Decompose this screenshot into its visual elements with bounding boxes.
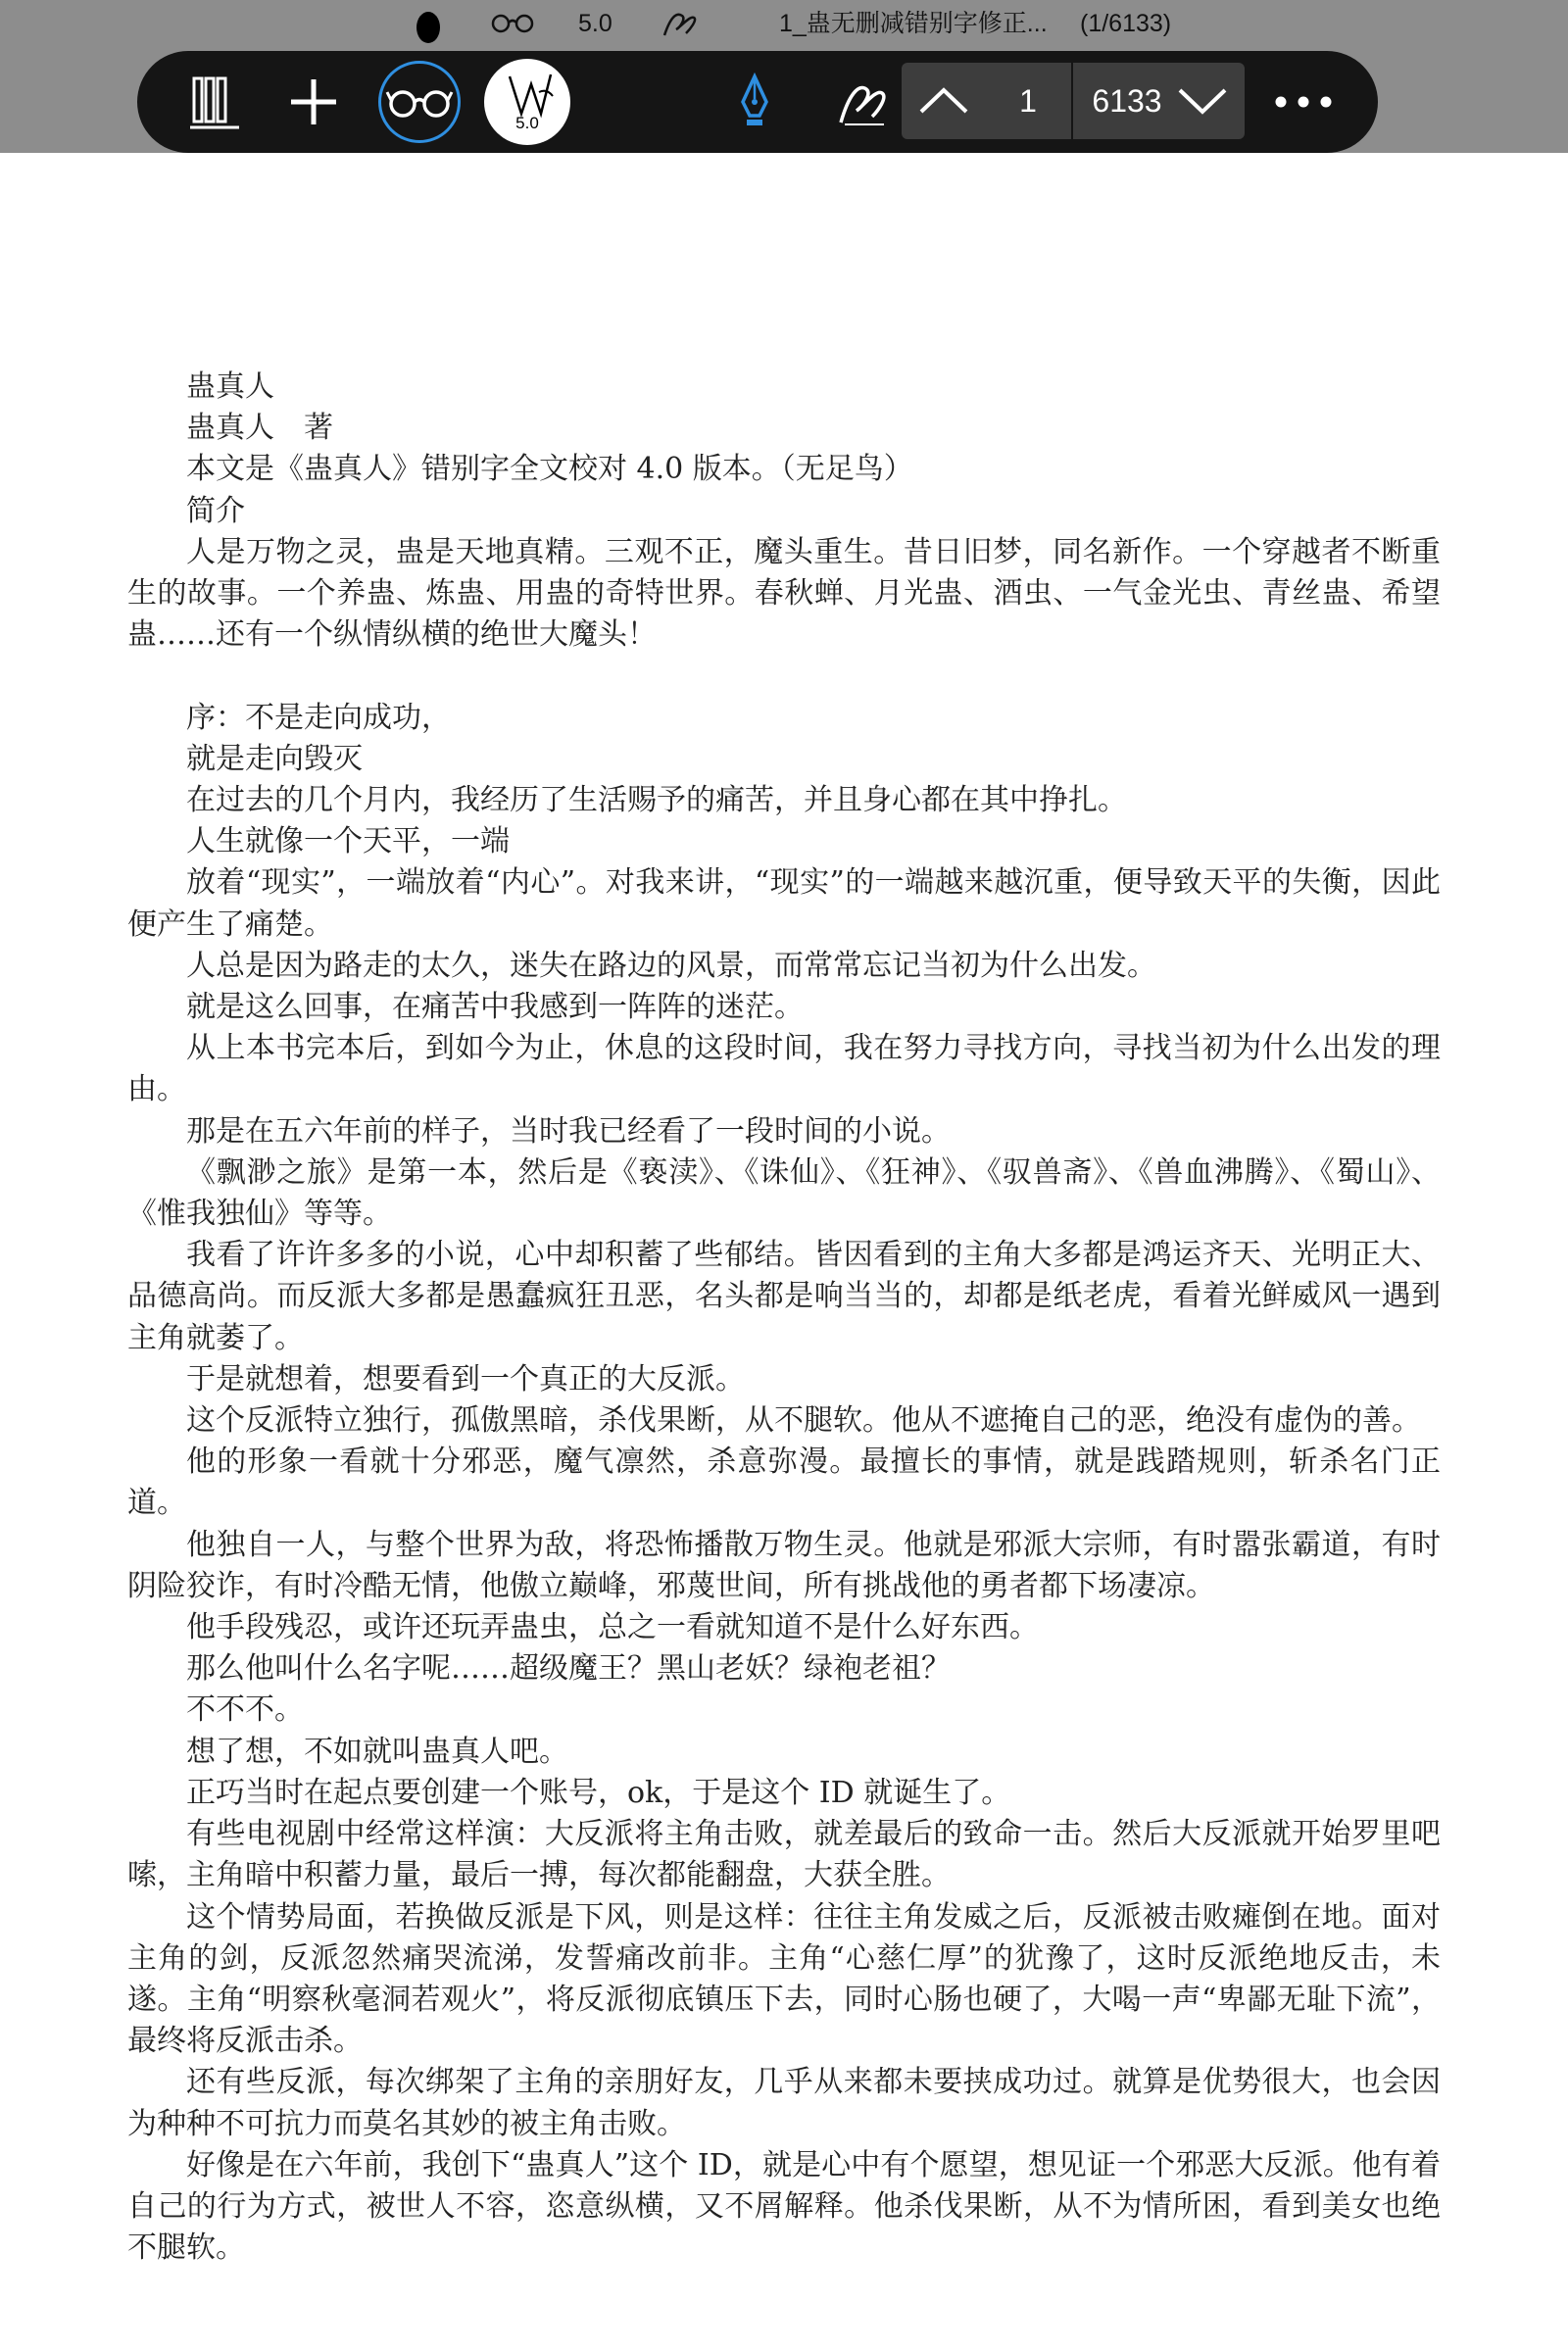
signature-button[interactable]: [823, 51, 902, 153]
reading-mode-button[interactable]: [375, 51, 464, 153]
glasses-icon: [490, 8, 535, 39]
document-paragraph: 这个情势局面，若换做反派是下风，则是这样：往往主角发威之后，反派被击败瘫倒在地。面对主角的剑，反派忽然痛哭流涕，发誓痛改前非。主角“心慈仁厚”的犹豫了，这时反派绝地反击，未遂。主角“明察秋毫洞若观火”，将反派彻底镇压下去，同时心肠也硬了，大喝一声“卑鄙无耻下流”，最终将反派击杀。: [127, 1899, 1441, 2059]
record-dot-icon: [416, 12, 440, 43]
page-position: (1/6133): [1080, 10, 1172, 37]
pen-app-version: 5.0: [515, 114, 539, 132]
more-button[interactable]: [1264, 51, 1343, 153]
document-paragraph: 他手段残忍，或许还玩弄蛊虫，总之一看就知道不是什么好东西。: [186, 1610, 1039, 1645]
document-paragraph: 好像是在六年前，我创下“蛊真人”这个 ID，就是心中有个愿望，想见证一个邪恶大反派。他有着自己的行为方式，被世人不容，恣意纵横，又不屑解释。他杀伐果断，从不为情所困，看到美女也绝不腿软。: [127, 2147, 1441, 2266]
library-button[interactable]: [176, 51, 255, 153]
signature-icon: [835, 75, 890, 128]
document-paragraph: 还有些反派，每次绑架了主角的亲朋好友，几乎从来都未要挟成功过。就算是优势很大，也会因为种种不可抗力而莫名其妙的被主角击败。: [127, 2065, 1441, 2141]
library-icon: [188, 73, 243, 131]
chevron-down-icon: [1176, 86, 1229, 116]
document-paragraph: [127, 656, 1441, 697]
document-paragraph: 从上本书完本后，到如今为止，休息的这段时间，我在努力寻找方向，寻找当初为什么出发的理由。: [127, 1031, 1441, 1107]
toolbar: [137, 51, 1378, 153]
document-paragraph: 那么他叫什么名字呢……超级魔王？黑山老妖？绿袍老祖？: [186, 1651, 951, 1687]
document-paragraph: 放着“现实”，一端放着“内心”。对我来讲，“现实”的一端越来越沉重，便导致天平的失衡，因此便产生了痛楚。: [127, 865, 1441, 942]
page-up-button[interactable]: [902, 63, 986, 139]
document-paragraph: 就是走向毁灭: [186, 741, 363, 776]
document-paragraph: 想了想，不如就叫蛊真人吧。: [186, 1734, 568, 1769]
document-paragraph: 蛊真人 著: [186, 411, 333, 446]
fountain-pen-icon: [738, 73, 771, 131]
pen-app-button[interactable]: [482, 51, 572, 153]
document-paragraph: 我看了许许多多的小说，心中却积蓄了些郁结。皆因看到的主角大多都是鸿运齐天、光明正大、品德高尚。而反派大多都是愚蠢疯狂丑恶，名头都是响当当的，却都是纸老虎，看着光鲜威风一遇到主角就萎了。: [127, 1238, 1441, 1355]
document-paragraph: 不不不。: [186, 1692, 304, 1728]
document-paragraph: 他的形象一看就十分邪恶，魔气凛然，杀意弥漫。最擅长的事情，就是践踏规则，斩杀名门正道。: [127, 1445, 1441, 1521]
page-down-button[interactable]: [1168, 63, 1237, 139]
version-label: 5.0: [578, 10, 612, 37]
document-paragraph: 正巧当时在起点要创建一个账号，ok，于是这个 ID 就诞生了。: [186, 1775, 1011, 1810]
document-paragraph: 人生就像一个天平，一端: [186, 824, 510, 859]
status-bar: [0, 0, 1568, 47]
document-page: [127, 367, 1441, 2269]
page-navigator: [902, 63, 1245, 139]
document-title: 1_蛊无删减错别字修正...: [779, 10, 1048, 37]
document-paragraph: 人总是因为路走的太久，迷失在路边的风景，而常常忘记当初为什么出发。: [186, 948, 1156, 983]
signature-icon: [661, 8, 700, 39]
more-icon: [1274, 95, 1333, 109]
document-paragraph: 这个反派特立独行，孤傲黑暗，杀伐果断，从不腿软。他从不遮掩自己的恶，绝没有虚伪的善。: [186, 1403, 1421, 1439]
fountain-pen-button[interactable]: [725, 51, 784, 153]
document-paragraph: 蛊真人: [186, 369, 274, 404]
document-paragraph: 简介: [186, 493, 245, 528]
document-paragraph: 本文是《蛊真人》错别字全文校对 4.0 版本。（无足鸟）: [186, 452, 913, 487]
document-paragraph: 《飘渺之旅》是第一本，然后是《亵渎》、《诛仙》、《狂神》、《驭兽斋》、《兽血沸腾》、《蜀山》、《惟我独仙》等等。: [127, 1154, 1441, 1232]
document-paragraph: 人是万物之灵，蛊是天地真精。三观不正，魔头重生。昔日旧梦，同名新作。一个穿越者不断重生的故事。一个养蛊、炼蛊、用蛊的奇特世界。春秋蝉、月光蛊、酒虫、一气金光虫、青丝蛊、希望蛊……还有一个纵情纵横的绝世大魔头！: [127, 534, 1441, 653]
document-paragraph: 那是在五六年前的样子，当时我已经看了一段时间的小说。: [186, 1113, 951, 1149]
document-paragraph: 序：不是走向成功，: [186, 700, 451, 735]
add-button[interactable]: [274, 51, 353, 153]
document-paragraph: 他独自一人，与整个世界为敌，将恐怖播散万物生灵。他就是邪派大宗师，有时嚣张霸道，有时阴险狡诈，有时冷酷无情，他傲立巅峰，邪蔑世间，所有挑战他的勇者都下场凄凉。: [127, 1527, 1441, 1603]
reading-mode-icon: [385, 84, 454, 120]
total-pages: 6133: [1092, 83, 1162, 119]
document-paragraph: 就是这么回事，在痛苦中我感到一阵阵的迷茫。: [186, 990, 804, 1025]
document-paragraph: 于是就想着，想要看到一个真正的大反派。: [186, 1361, 745, 1396]
page-nav-divider: [1071, 63, 1073, 139]
pen-app-icon: [484, 63, 570, 122]
document-paragraph: 有些电视剧中经常这样演：大反派将主角击败，就差最后的致命一击。然后大反派就开始罗里吧嗦，主角暗中积蓄力量，最后一搏，每次都能翻盘，大获全胜。: [127, 1817, 1441, 1893]
add-icon: [287, 75, 340, 128]
current-page-input[interactable]: 1: [1019, 83, 1037, 119]
chevron-up-icon: [917, 86, 970, 116]
reader-chrome: [0, 0, 1568, 153]
document-paragraph: 在过去的几个月内，我经历了生活赐予的痛苦，并且身心都在其中挣扎。: [186, 783, 1127, 818]
